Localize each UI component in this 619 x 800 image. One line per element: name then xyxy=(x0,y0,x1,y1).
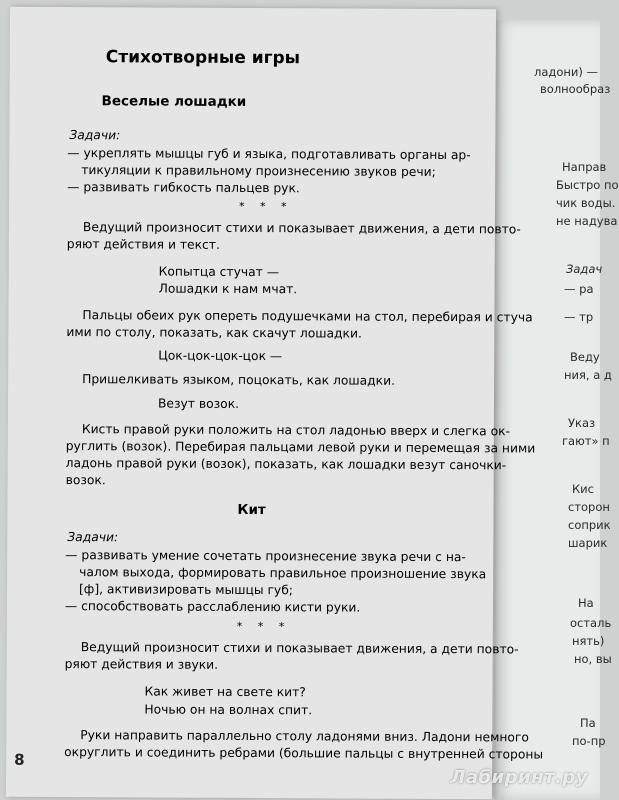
right-fragment: шарик xyxy=(568,536,608,550)
task-line: — укреплять мышцы губ и языка, подготавливать органы ар- xyxy=(67,146,471,163)
paragraph-line: ими по столу, показать, как скачут лошадки. xyxy=(66,325,362,341)
page-title: Стихотворные игры xyxy=(105,47,301,69)
right-fragment: Задач xyxy=(566,262,603,276)
verse-line: Копытца стучат — xyxy=(158,264,280,280)
tasks-label: Задачи: xyxy=(69,128,121,143)
separator-stars: * * * xyxy=(236,619,291,634)
verse-line: Везут возок. xyxy=(157,396,240,411)
task-line: — развивать гибкость пальцев рук. xyxy=(67,180,300,196)
verse-line: Ночью он на волнах спит. xyxy=(144,702,313,718)
right-fragment: Кис xyxy=(572,482,594,496)
paragraph-line: Ведущий произносит стихи и показывает движения, а дети повто- xyxy=(80,640,519,657)
right-page xyxy=(494,20,619,800)
paragraph-line: ладонь правой руки (возок), показать, как лошадки везут саночки- xyxy=(65,456,507,473)
paragraph-line: округлить и соединить ребрами (большие пальцы с внутренней стороны xyxy=(64,745,544,762)
paragraph-line: возок. xyxy=(65,473,106,488)
separator-stars: * * * xyxy=(238,199,293,214)
task-line: — развивать умение сочетать произнесение звука речи с на- xyxy=(65,548,466,565)
paragraph-line: руглить (возок). Перебирая пальцами левой руки и перемещая за ними xyxy=(65,439,536,456)
paragraph-line: Пальцы обеих рук опереть подушечками на стол, перебирая и стуча xyxy=(82,308,533,325)
verse-line: Лошадки к нам мчат. xyxy=(158,281,298,297)
task-line: [ф], активизировать мышцы губ; xyxy=(78,582,293,598)
right-fragment: чик воды. xyxy=(556,196,616,210)
section-heading-horses: Веселые лошадки xyxy=(101,93,247,110)
paragraph-line: Пришелкивать языком, поцокать, как лошадки. xyxy=(82,372,396,388)
paragraph-line: Руки направить параллельно столу ладонями вниз. Ладони немного xyxy=(80,728,529,745)
right-fragment: Быстро по xyxy=(556,178,619,192)
watermark-logo: Лабиринт.ру xyxy=(450,767,588,788)
task-line: тикуляции к правильному произнесению звуков речи; xyxy=(81,163,436,179)
right-fragment: Па xyxy=(580,716,596,730)
right-fragment: — ра xyxy=(564,282,594,296)
paragraph-line: ряют действия и текст. xyxy=(66,237,220,252)
right-fragment: Направ xyxy=(562,160,607,174)
right-fragment: ладони) — xyxy=(534,65,599,79)
right-fragment: нять) xyxy=(572,634,605,648)
right-fragment: волнообраз xyxy=(540,82,611,96)
right-fragment: гают» п xyxy=(562,434,610,448)
paragraph-line: Кисть правой руки положить на стол ладонью вверх и слегка ок- xyxy=(81,422,511,439)
right-fragment: соприк xyxy=(568,518,611,532)
right-fragment: но, вы xyxy=(574,652,612,666)
tasks-label: Задачи: xyxy=(67,530,119,545)
right-fragment: Указ xyxy=(568,416,596,430)
right-fragment: На xyxy=(578,596,594,610)
right-fragment: по-пр xyxy=(572,734,606,748)
right-fragment: осталь xyxy=(570,616,612,630)
right-fragment: ния, а д xyxy=(564,368,612,382)
verse-line: Как живет на свете кит? xyxy=(144,684,306,700)
right-fragment: — тр xyxy=(564,310,594,324)
task-line: — способствовать расслаблению кисти руки. xyxy=(64,599,361,615)
verse-line: Цок-цок-цок-цок — xyxy=(158,348,283,364)
right-fragment: не надува xyxy=(556,214,618,228)
paragraph-line: Ведущий произносит стихи и показывает движения, а дети повто- xyxy=(82,220,521,237)
paragraph-line: ряют действия и звуки. xyxy=(64,657,219,672)
section-heading-whale: Кит xyxy=(237,501,266,519)
task-line: чалом выхода, формировать правильное произношение звука xyxy=(79,565,487,582)
right-fragment: Веду xyxy=(570,350,600,364)
right-fragment: сторон xyxy=(568,500,610,514)
page-number: 8 xyxy=(14,750,25,769)
